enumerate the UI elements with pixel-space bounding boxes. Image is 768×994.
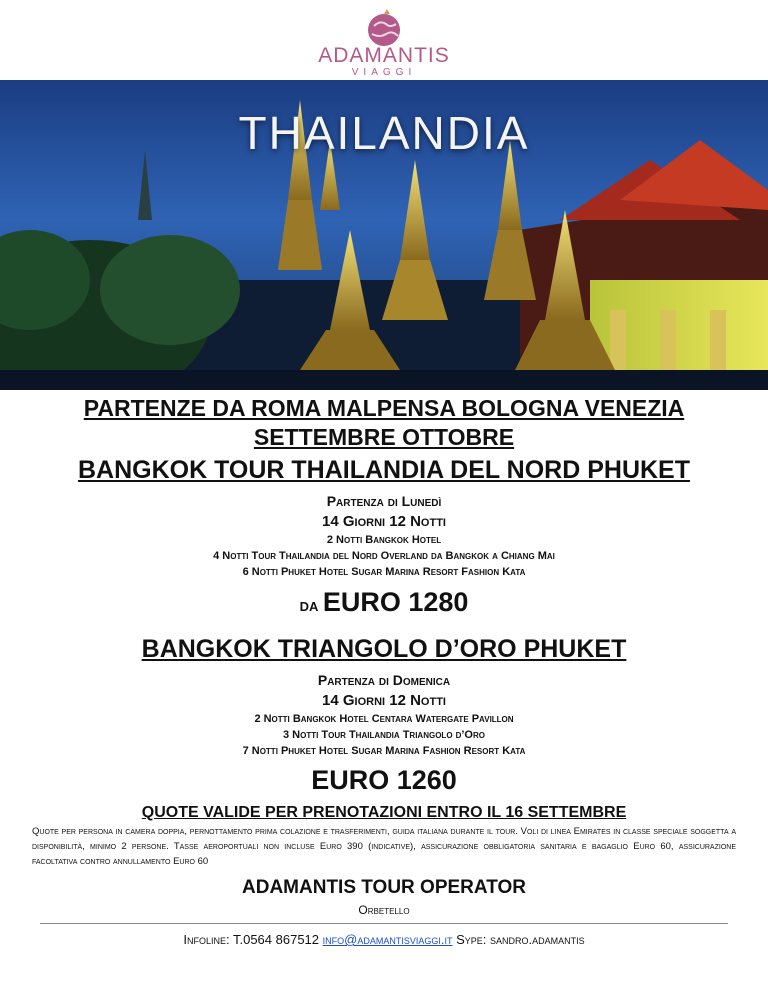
operator-city: Orbetello <box>358 903 410 917</box>
skype: Sype: sandro.adamantis <box>456 932 585 947</box>
hero-title: THAILANDIA <box>238 107 530 159</box>
tour-1-itinerary-2: 4 Notti Tour Thailandia del Nord Overland da Bangkok a Chiang Mai <box>213 550 555 562</box>
tour-1-duration: 14 Giorni 12 Notti <box>322 513 446 530</box>
globe-logo-icon <box>362 8 406 48</box>
tour-2-duration: 14 Giorni 12 Notti <box>322 692 446 709</box>
tour-2-price: EURO 1260 <box>311 765 457 795</box>
brand-subtitle: VIAGGI <box>351 67 417 78</box>
email-link[interactable]: info@adamantisviaggi.it <box>322 932 453 947</box>
tour-1-price-value: EURO 1280 <box>322 587 469 617</box>
tour-1-start: Partenza di Lunedì <box>326 493 442 509</box>
hero-image <box>0 80 768 390</box>
tour-2-itinerary-3: 7 Notti Phuket Hotel Sugar Marina Fashion Resort Kata <box>242 745 526 757</box>
tour-1-title: BANGKOK TOUR THAILANDIA DEL NORD PHUKET <box>77 456 691 484</box>
tour-1-price-prefix: da <box>299 595 319 615</box>
tour-2-itinerary-2: 3 Notti Tour Thailandia Triangolo d’Oro <box>283 729 485 741</box>
tour-2-itinerary-1: 2 Notti Bangkok Hotel Centara Watergate Pavillon <box>254 713 514 725</box>
brand-logo <box>0 8 768 78</box>
departures-cities: PARTENZE DA ROMA MALPENSA BOLOGNA VENEZIA <box>83 395 685 421</box>
tour-2-title: BANGKOK TRIANGOLO D’ORO PHUKET <box>141 635 627 663</box>
offer-content <box>0 394 768 950</box>
tour-1-itinerary-1: 2 Notti Bangkok Hotel <box>326 534 442 546</box>
departures-months: SETTEMBRE OTTOBRE <box>253 424 515 450</box>
operator-name: ADAMANTIS TOUR OPERATOR <box>242 877 526 898</box>
fine-print: Quote per persona in camera doppia, pernottamento prima colazione e trasferimenti, guida italiana durante il tour. Voli di linea Emirates in classe speciale soggetta a disponibilità, minimo 2 persone. Tasse aeroportuali non incluse Euro 390 (indicative), assicurazione obbligatoria sanitaria e bagaglio Euro 60, assicurazione facoltativa contro annullamento Euro 60 <box>32 826 736 867</box>
infoline: Infoline: T.0564 867512 <box>183 932 320 947</box>
tour-1-itinerary-3: 6 Notti Phuket Hotel Sugar Marina Resort Fashion Kata <box>242 566 526 578</box>
brand-name: ADAMANTIS <box>318 44 450 67</box>
validity-heading: QUOTE VALIDE PER PRENOTAZIONI ENTRO IL 16 SETTEMBRE <box>141 804 627 821</box>
divider <box>40 923 728 924</box>
tour-2-start: Partenza di Domenica <box>317 672 451 688</box>
contacts <box>0 930 768 950</box>
tour-1-price <box>0 582 768 627</box>
